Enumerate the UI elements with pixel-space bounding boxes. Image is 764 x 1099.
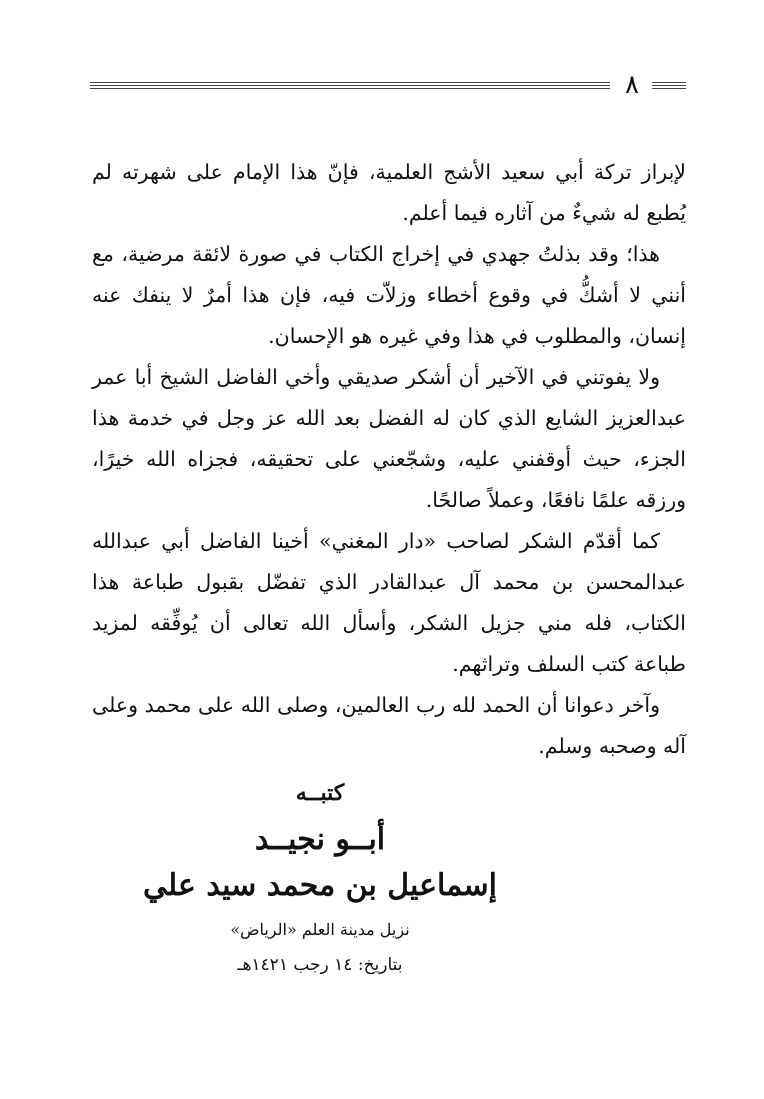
paragraph-closing: وآخر دعوانا أن الحمد لله رب العالمين، وصلى الله على محمد وعلى آله وصحبه وسلم. <box>92 693 686 758</box>
header-rule-right <box>652 82 686 91</box>
signature-residence: نزيل مدينة العلم «الرياض» <box>230 920 410 939</box>
paragraph-effort: هذا؛ وقد بذلتُ جهدي في إخراج الكتاب في صورة لائقة مرضية، مع أنني لا أشكُّ في وقوع أخطاء وزلاّت فيه، فإن هذا أمرٌ لا ينفك عنه إنسان، والمطلوب في هذا وفي غيره هو الإحسان. <box>92 242 686 348</box>
paragraph-thanks-publisher: كما أقدّم الشكر لصاحب «دار المغني» أخينا الفاضل أبي عبدالله عبدالمحسن بن محمد آل عبدالقادر الذي تفضّل بقبول طباعة هذا الكتاب، فله مني جزيل الشكر، وأسأل الله تعالى أن يُوفِّقه لمزيد طباعة كتب السلف وتراثهم. <box>92 529 686 676</box>
page-header <box>90 72 686 102</box>
page-number: ٨ <box>625 70 639 100</box>
signature-date: بتاريخ: ١٤ رجب ١٤٢١هـ <box>237 955 403 975</box>
paragraph-thanks-friend: ولا يفوتني في الآخير أن أشكر صديقي وأخي الفاضل الشيخ أبا عمر عبدالعزيز الشايع الذي كان له الفضل بعد الله عز وجل في خدمة هذا الجزء، حيث أوقفني عليه، وشجّعني على تحقيقه، فجزاه الله خيرًا، ورزقه علمًا نافعًا، وعملاً صالحًا. <box>92 365 686 512</box>
body-text <box>92 152 686 767</box>
signature-kunya: أبــو نجيــد <box>254 822 386 857</box>
signature-name: إسماعيل بن محمد سيد علي <box>143 868 497 903</box>
signature-written-by: كتبــه <box>295 780 345 806</box>
header-rule-left <box>90 82 610 91</box>
paragraph-intro: لإبراز تركة أبي سعيد الأشج العلمية، فإنّ هذا الإمام على شهرته لم يُطبع له شيءٌ من آثاره فيما أعلم. <box>92 160 686 225</box>
